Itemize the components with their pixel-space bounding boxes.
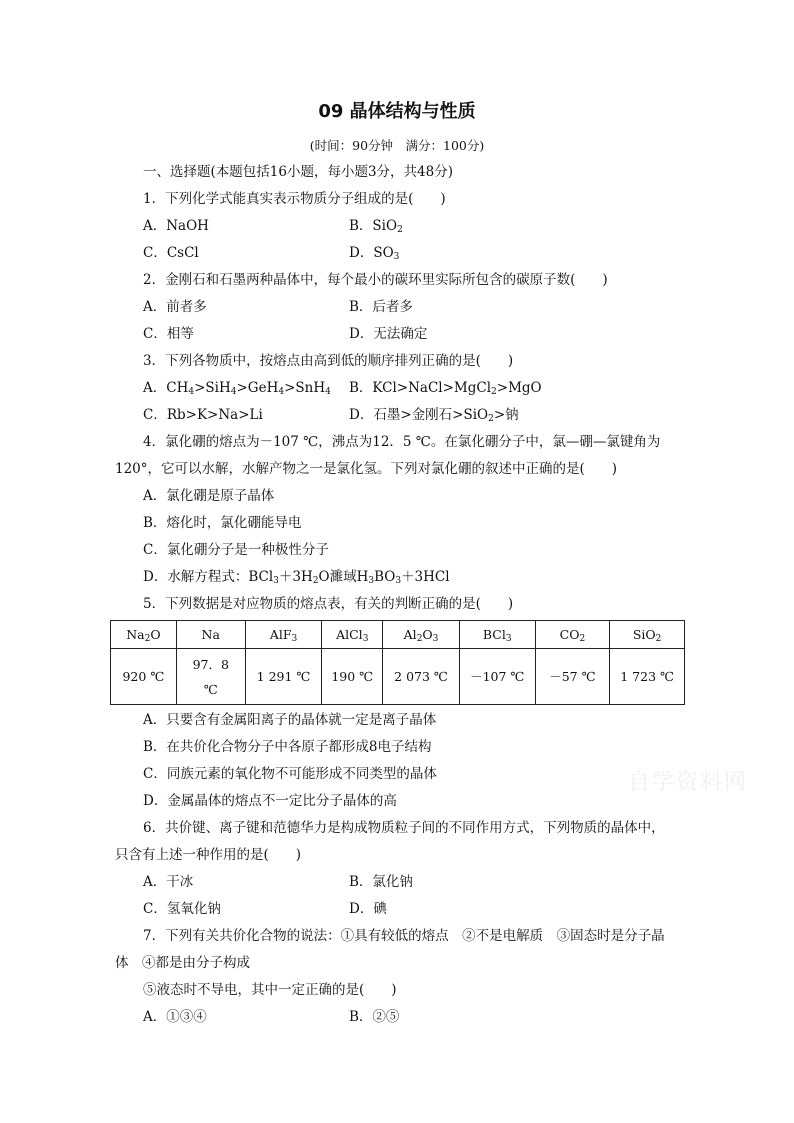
table-cell: 2 073 ℃ [383,649,460,705]
option-d: D．无法确定 [349,326,428,342]
question-1-options-ab [115,213,685,240]
table-cell: 97．8 ℃ [176,649,245,705]
option-b: B．氯化钠 [349,874,413,890]
option-d: D．水解方程式：$BCl_3+3H_2O$濉琙$H_3BO_3+3HCl$ [143,569,450,586]
option-b: B．熔化时，氯化硼能导电 [143,515,302,531]
option-a: A．前者多 [143,299,207,315]
option-c: C．氯化硼分子是一种极性分子 [143,542,329,558]
question-list [115,159,685,1031]
option-d: D．石墨>金刚石>SiO$_2$>钠 [349,407,519,424]
option-a: A．只要含有金属阳离子的晶体就一定是离子晶体 [143,712,437,728]
table-cell: －57 ℃ [535,649,610,705]
page-title: 09 晶体结构与性质 [318,101,476,122]
option-c: C．相等 [143,326,194,342]
option-c: C．氢氧化钠 [143,901,221,917]
question-7-stem-line-2: 体 ④都是由分子构成 [115,955,250,971]
section-heading: 一、选择题(本题包括16小题，每小题3分，共48分) [143,164,453,180]
table-cell: 190 ℃ [322,649,383,705]
question-6-options-cd [115,896,685,923]
table-cell: 1 723 ℃ [610,649,685,705]
question-3-options-ab [115,375,685,402]
option-b: B．②⑤ [349,1009,400,1025]
option-b: B．后者多 [349,299,413,315]
question-4-stem-line-2: 120°，它可以水解，水解产物之一是氯化氢。下列对氯化硼的叙述中正确的是( ) [115,461,618,477]
question-2-stem: 2．金刚石和石墨两种晶体中，每个最小的碳环里实际所包含的碳原子数( ) [143,272,608,288]
question-6-stem-line-1: 6．共价键、离子键和范德华力是构成物质粒子间的不同作用方式，下列物质的晶体中， [143,820,665,836]
option-a: A．干冰 [143,874,194,890]
question-3-stem: 3．下列各物质中，按熔点由高到低的顺序排列正确的是( ) [143,353,514,369]
option-a: A．NaOH [143,218,209,234]
table-header-cell: $Al_2O_3$ [383,621,460,649]
option-c: C．同族元素的氧化物不可能形成不同类型的晶体 [143,766,437,782]
question-7-stem-line-3: ⑤液态时不导电，其中一定正确的是( ) [143,982,397,998]
option-a: A．氯化硼是原子晶体 [143,488,275,504]
page-subtitle: (时间：90分钟 满分：100分) [309,138,485,153]
option-b: B．SiO$_2$ [349,218,403,235]
question-1-options-cd [115,240,685,267]
question-7-options-ab [115,1004,685,1031]
question-2-options-ab [115,294,685,321]
table-value-row [111,649,685,705]
watermark: 自学资料网 [628,770,749,795]
table-header-cell: $Na_2O$ [111,621,177,649]
table-header-cell: BCl$_3$ [459,621,535,649]
option-b: B．在共价化合物分子中各原子都形成8电子结构 [143,739,432,755]
table-header-row [111,621,685,649]
option-d: D．金属晶体的熔点不一定比分子晶体的高 [143,793,397,809]
question-7-stem-line-1: 7．下列有关共价化合物的说法：①具有较低的熔点 ②不是电解质 ③固态时是分子晶 [143,928,665,944]
table-header-cell: AlF$_3$ [245,621,322,649]
table-header-cell: Na [176,621,245,649]
question-6-options-ab [115,869,685,896]
question-1-stem: 1．下列化学式能真实表示物质分子组成的是( ) [143,191,446,207]
table-header-cell: $CO_2$ [535,621,610,649]
option-d: D．$SO_3$ [349,245,400,262]
table-cell: 1 291 ℃ [245,649,322,705]
option-c: C．Rb>K>Na>Li [143,407,263,423]
question-3-options-cd [115,402,685,429]
question-5-stem: 5．下列数据是对应物质的熔点表，有关的判断正确的是( ) [143,596,514,612]
question-2-options-cd [115,321,685,348]
table-header-cell: SiO$_2$ [610,621,685,649]
option-a: A．$CH_4>SiH_4>GeH_4>SnH_4$ [143,380,331,397]
option-d: D．碘 [349,901,387,917]
question-4-stem-line-1: 4．氯化硼的熔点为－107 ℃，沸点为12．5 ℃。在氯化硼分子中，氯—硼—氯键角为 [143,434,661,450]
option-c: C．CsCl [143,245,199,261]
melting-point-table [110,620,685,705]
option-b: B．KCl>NaCl>MgCl$_2$>MgO [349,380,542,397]
table-cell: 920 ℃ [111,649,177,705]
table-header-cell: AlCl$_3$ [322,621,383,649]
table-cell: －107 ℃ [459,649,535,705]
option-a: A．①③④ [143,1009,207,1025]
question-6-stem-line-2: 只含有上述一种作用的是( ) [115,847,302,863]
